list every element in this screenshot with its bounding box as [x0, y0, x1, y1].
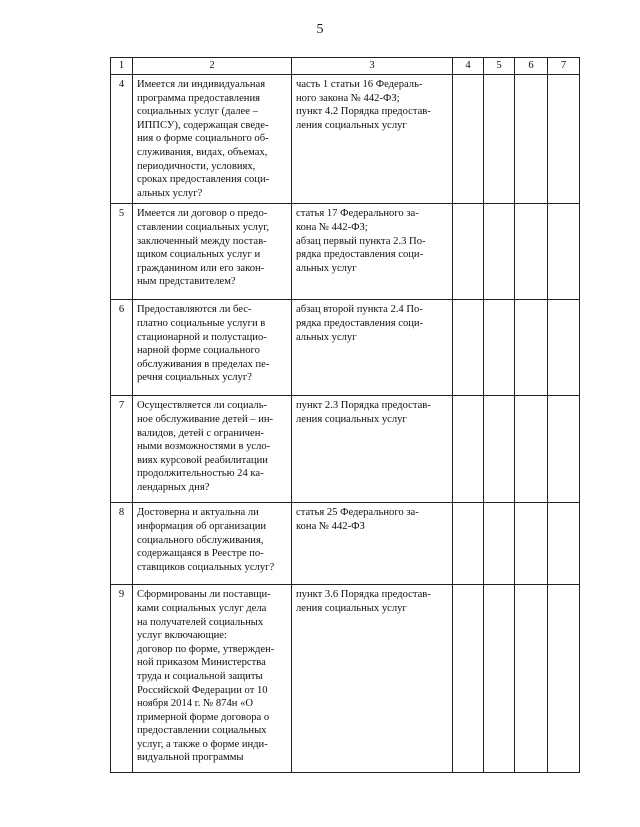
checklist-table: [110, 57, 580, 773]
reference-cell: пункт 3.6 Порядка предостав- ления социальных услуг: [292, 585, 453, 773]
empty-cell: [453, 585, 484, 773]
question-cell: Достоверна и актуальна ли информация об организации социального обслуживания, содержащаяся в Реестре по- ставщиков социальных услуг?: [133, 503, 292, 585]
column-header: 7: [548, 58, 580, 75]
table-row: [111, 75, 580, 204]
column-header: 1: [111, 58, 133, 75]
table-row: [111, 300, 580, 396]
question-cell: Сформированы ли поставщи- ками социальных услуг дела на получателей социальных услуг включающие: договор по форме, утвержден- ной приказом Министерства труда и социальной защиты Российской Федерации от 10 ноября 2014 г. № 874н «О примерной форме договора о предоставлении социальных услуг, а также о форме инди- видуальной программы: [133, 585, 292, 773]
reference-cell: пункт 2.3 Порядка предостав- ления социальных услуг: [292, 396, 453, 503]
empty-cell: [515, 300, 548, 396]
table-row: [111, 204, 580, 300]
column-header: 2: [133, 58, 292, 75]
column-header: 5: [484, 58, 515, 75]
table-row: [111, 585, 580, 773]
reference-cell: статья 17 Федерального за- кона № 442-ФЗ; абзац первый пункта 2.3 По- рядка предоставления соци- альных услуг: [292, 204, 453, 300]
question-cell: Осуществляется ли социаль- ное обслуживание детей – ин- валидов, детей с ограничен- ными возможностями в усло- виях курсовой реабилитации продолжительностью 24 ка- лендарных дня?: [133, 396, 292, 503]
empty-cell: [515, 204, 548, 300]
row-number: 4: [111, 75, 133, 204]
header-row: [111, 58, 580, 75]
empty-cell: [453, 75, 484, 204]
empty-cell: [548, 503, 580, 585]
empty-cell: [453, 503, 484, 585]
question-cell: Имеется ли индивидуальная программа предоставления социальных услуг (далее – ИППСУ), содержащая сведе- ния о форме социального об- служивания, видах, объемах, периодичности, условиях, сроках предоставления соци- альных услуг?: [133, 75, 292, 204]
column-header: 3: [292, 58, 453, 75]
empty-cell: [548, 204, 580, 300]
empty-cell: [453, 396, 484, 503]
reference-cell: часть 1 статьи 16 Федераль- ного закона № 442-ФЗ; пункт 4.2 Порядка предостав- ления социальных услуг: [292, 75, 453, 204]
reference-cell: абзац второй пункта 2.4 По- рядка предоставления соци- альных услуг: [292, 300, 453, 396]
empty-cell: [484, 585, 515, 773]
empty-cell: [548, 75, 580, 204]
empty-cell: [548, 585, 580, 773]
question-cell: Предоставляются ли бес- платно социальные услуги в стационарной и полустацио- нарной форме социального обслуживания в пределах пе- речня социальных услуг?: [133, 300, 292, 396]
empty-cell: [515, 75, 548, 204]
page-number: 5: [316, 22, 324, 37]
row-number: 8: [111, 503, 133, 585]
empty-cell: [484, 503, 515, 585]
table-row: [111, 503, 580, 585]
empty-cell: [453, 204, 484, 300]
reference-cell: статья 25 Федерального за- кона № 442-ФЗ: [292, 503, 453, 585]
empty-cell: [548, 300, 580, 396]
empty-cell: [484, 300, 515, 396]
row-number: 7: [111, 396, 133, 503]
empty-cell: [548, 396, 580, 503]
empty-cell: [515, 503, 548, 585]
empty-cell: [515, 585, 548, 773]
empty-cell: [453, 300, 484, 396]
table-row: [111, 396, 580, 503]
row-number: 5: [111, 204, 133, 300]
empty-cell: [484, 75, 515, 204]
empty-cell: [484, 396, 515, 503]
empty-cell: [484, 204, 515, 300]
row-number: 9: [111, 585, 133, 773]
column-header: 4: [453, 58, 484, 75]
empty-cell: [515, 396, 548, 503]
row-number: 6: [111, 300, 133, 396]
question-cell: Имеется ли договор о предо- ставлении социальных услуг, заключенный между постав- щиком социальных услуг и гражданином или его закон- ным представителем?: [133, 204, 292, 300]
column-header: 6: [515, 58, 548, 75]
